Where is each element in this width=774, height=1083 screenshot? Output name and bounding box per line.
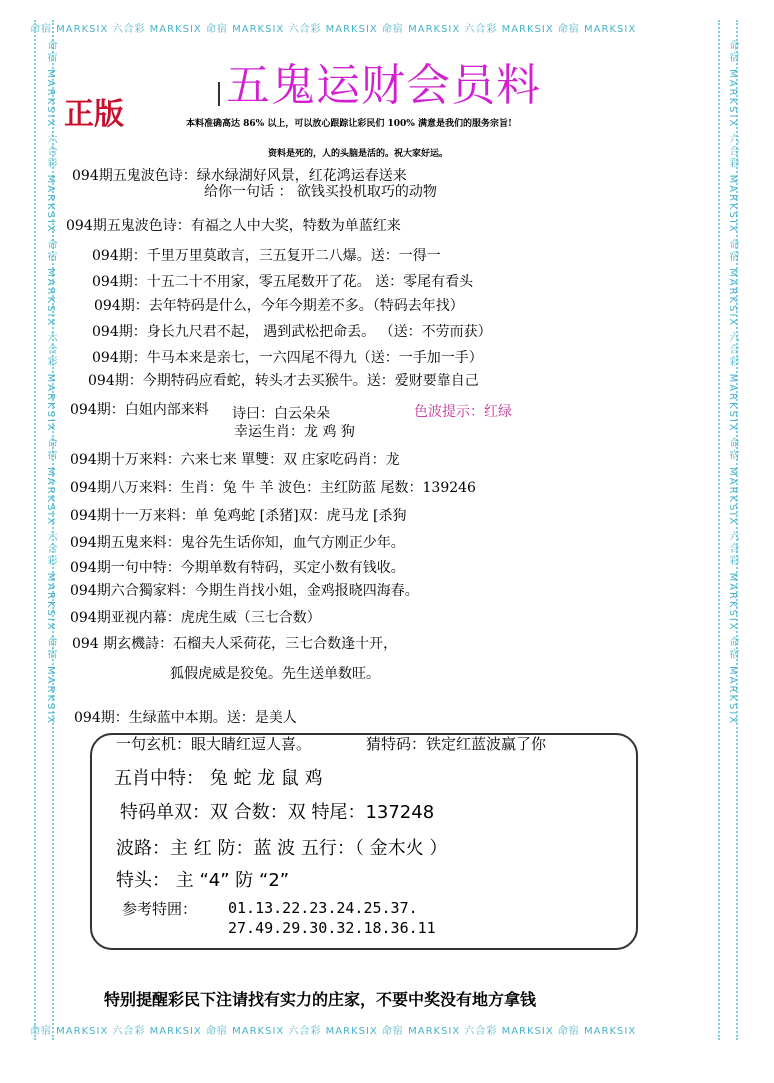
box-wave-path: 波路：主 红 防：蓝 波 五行：（ 金木火 ）	[116, 838, 448, 859]
prediction-line-4: 094期：身长九尺君不起， 遇到武松把命丢。 （送：不劳而获）	[92, 324, 492, 340]
prediction-line-2: 094期：十五二十不用家，零五尾数开了花。 送：零尾有看头	[92, 274, 474, 290]
box-reference-numbers-2: 27.49.29.30.32.18.36.11	[228, 919, 436, 937]
decorative-border-top: 命宿 MARKSIX 六合彩 MARKSIX 命宿 MARKSIX 六合彩 MARKSIX 命宿 MARKSIX 六合彩 MARKSIX 命宿 MARKSIX	[30, 24, 637, 35]
box-reference-label: 参考特囲：	[122, 900, 198, 918]
color-hint: 色波提示：红绿	[414, 404, 512, 420]
source-five-ghost: 094期五鬼来料：鬼谷先生话你知，血气方刚正少年。	[70, 535, 405, 551]
poem-line-1b: 给你一句话 ： 欲钱买投机取巧的动物	[204, 184, 437, 200]
internal-source-line: 094期：白姐内部来料	[70, 402, 209, 418]
poem-line-1: 094期五鬼波色诗：绿水绿湖好风景，红花鸿运春送来	[72, 168, 407, 184]
box-riddle: 一句玄机：眼大睛红逗人喜。	[116, 735, 312, 753]
prediction-line-6: 094期：今期特码应看蛇，转头才去买猴牛。送：爱财要靠自己	[88, 373, 479, 389]
atv-inside: 094期亚视内幕：虎虎生威（三七合数）	[70, 610, 321, 626]
source-80k: 094期八万来料：生肖：兔 牛 羊 波色：主红防蓝 尾数：139246	[70, 480, 476, 496]
genuine-badge: 正版	[64, 97, 124, 132]
lucky-zodiac: 幸运生肖：龙 鸡 狗	[234, 424, 355, 440]
subtitle-accuracy: 本料准确高达 86% 以上，可以放心跟踪让彩民们 100% 满意是我们的服务宗旨!	[186, 119, 512, 129]
prediction-line-3: 094期：去年特码是什么，今年今期差不多。（特码去年找）	[94, 298, 464, 314]
poem-line-2: 094期五鬼波色诗：有福之人中大奖，特数为单蓝红来	[66, 218, 401, 234]
source-100k: 094期十万来料：六来七来 單雙：双 庄家吃码肖：龙	[70, 452, 400, 468]
subtitle-good-luck: 资料是死的，人的头脑是活的。祝大家好运。	[268, 149, 449, 159]
decorative-border-bottom: 命宿 MARKSIX 六合彩 MARKSIX 命宿 MARKSIX 六合彩 MARKSIX 命宿 MARKSIX 六合彩 MARKSIX 命宿 MARKSIX	[30, 1026, 637, 1037]
final-prediction: 094期：生绿蓝中本期。送：是美人	[74, 710, 297, 726]
box-five-zodiac: 五肖中特： 兔 蛇 龙 鼠 鸡	[114, 768, 323, 789]
box-odd-even: 特码单双：双 合数：双 特尾：137248	[120, 802, 435, 823]
mystic-poem: 094 期玄機詩：石榴夫人采荷花，三七合数逢十开，	[72, 636, 398, 652]
box-reference-numbers-1: 01.13.22.23.24.25.37.	[228, 899, 418, 917]
decorative-side-text-left: 命宿 MARKSIX 六合彩 MARKSIX 命宿 MARKSIX 六合彩 MARKSIX 命宿 MARKSIX 六合彩 MARKSIX 命宿 MARKSIX	[45, 40, 56, 726]
page-title: 五鬼运财会员料	[226, 60, 541, 111]
internal-poem: 诗曰：白云朵朵	[232, 406, 330, 422]
decorative-side-text-right: 命宿 MARKSIX 六合彩 MARKSIX 命宿 MARKSIX 六合彩 MARKSIX 命宿 MARKSIX 六合彩 MARKSIX 命宿 MARKSIX	[727, 40, 738, 726]
prediction-line-1: 094期：千里万里莫敢言，三五复开二八爆。送：一得一	[92, 248, 441, 264]
box-guess-special: 猜特码：铁定红蓝波赢了你	[366, 735, 547, 753]
title-divider	[218, 82, 220, 106]
mystic-poem-line-2: 狐假虎威是狡兔。先生送单数旺。	[170, 666, 380, 682]
box-special-head: 特头： 主 “4” 防 “2”	[116, 870, 290, 891]
prediction-line-5: 094期：牛马本来是亲七，一六四尾不得九（送：一手加一手）	[92, 350, 483, 366]
footer-reminder: 特别提醒彩民下注请找有实力的庄家，不要中奖没有地方拿钱	[104, 990, 537, 1009]
source-110k: 094期十一万来料：单 兔鸡蛇 [杀猪]双：虎马龙 [杀狗	[70, 508, 407, 524]
one-sentence-tip: 094期一句中特：今期单数有特码，买定小数有钱收。	[70, 560, 405, 576]
exclusive-source: 094期六合獨家料：今期生肖找小姐，金鸡报晓四海春。	[70, 583, 419, 599]
